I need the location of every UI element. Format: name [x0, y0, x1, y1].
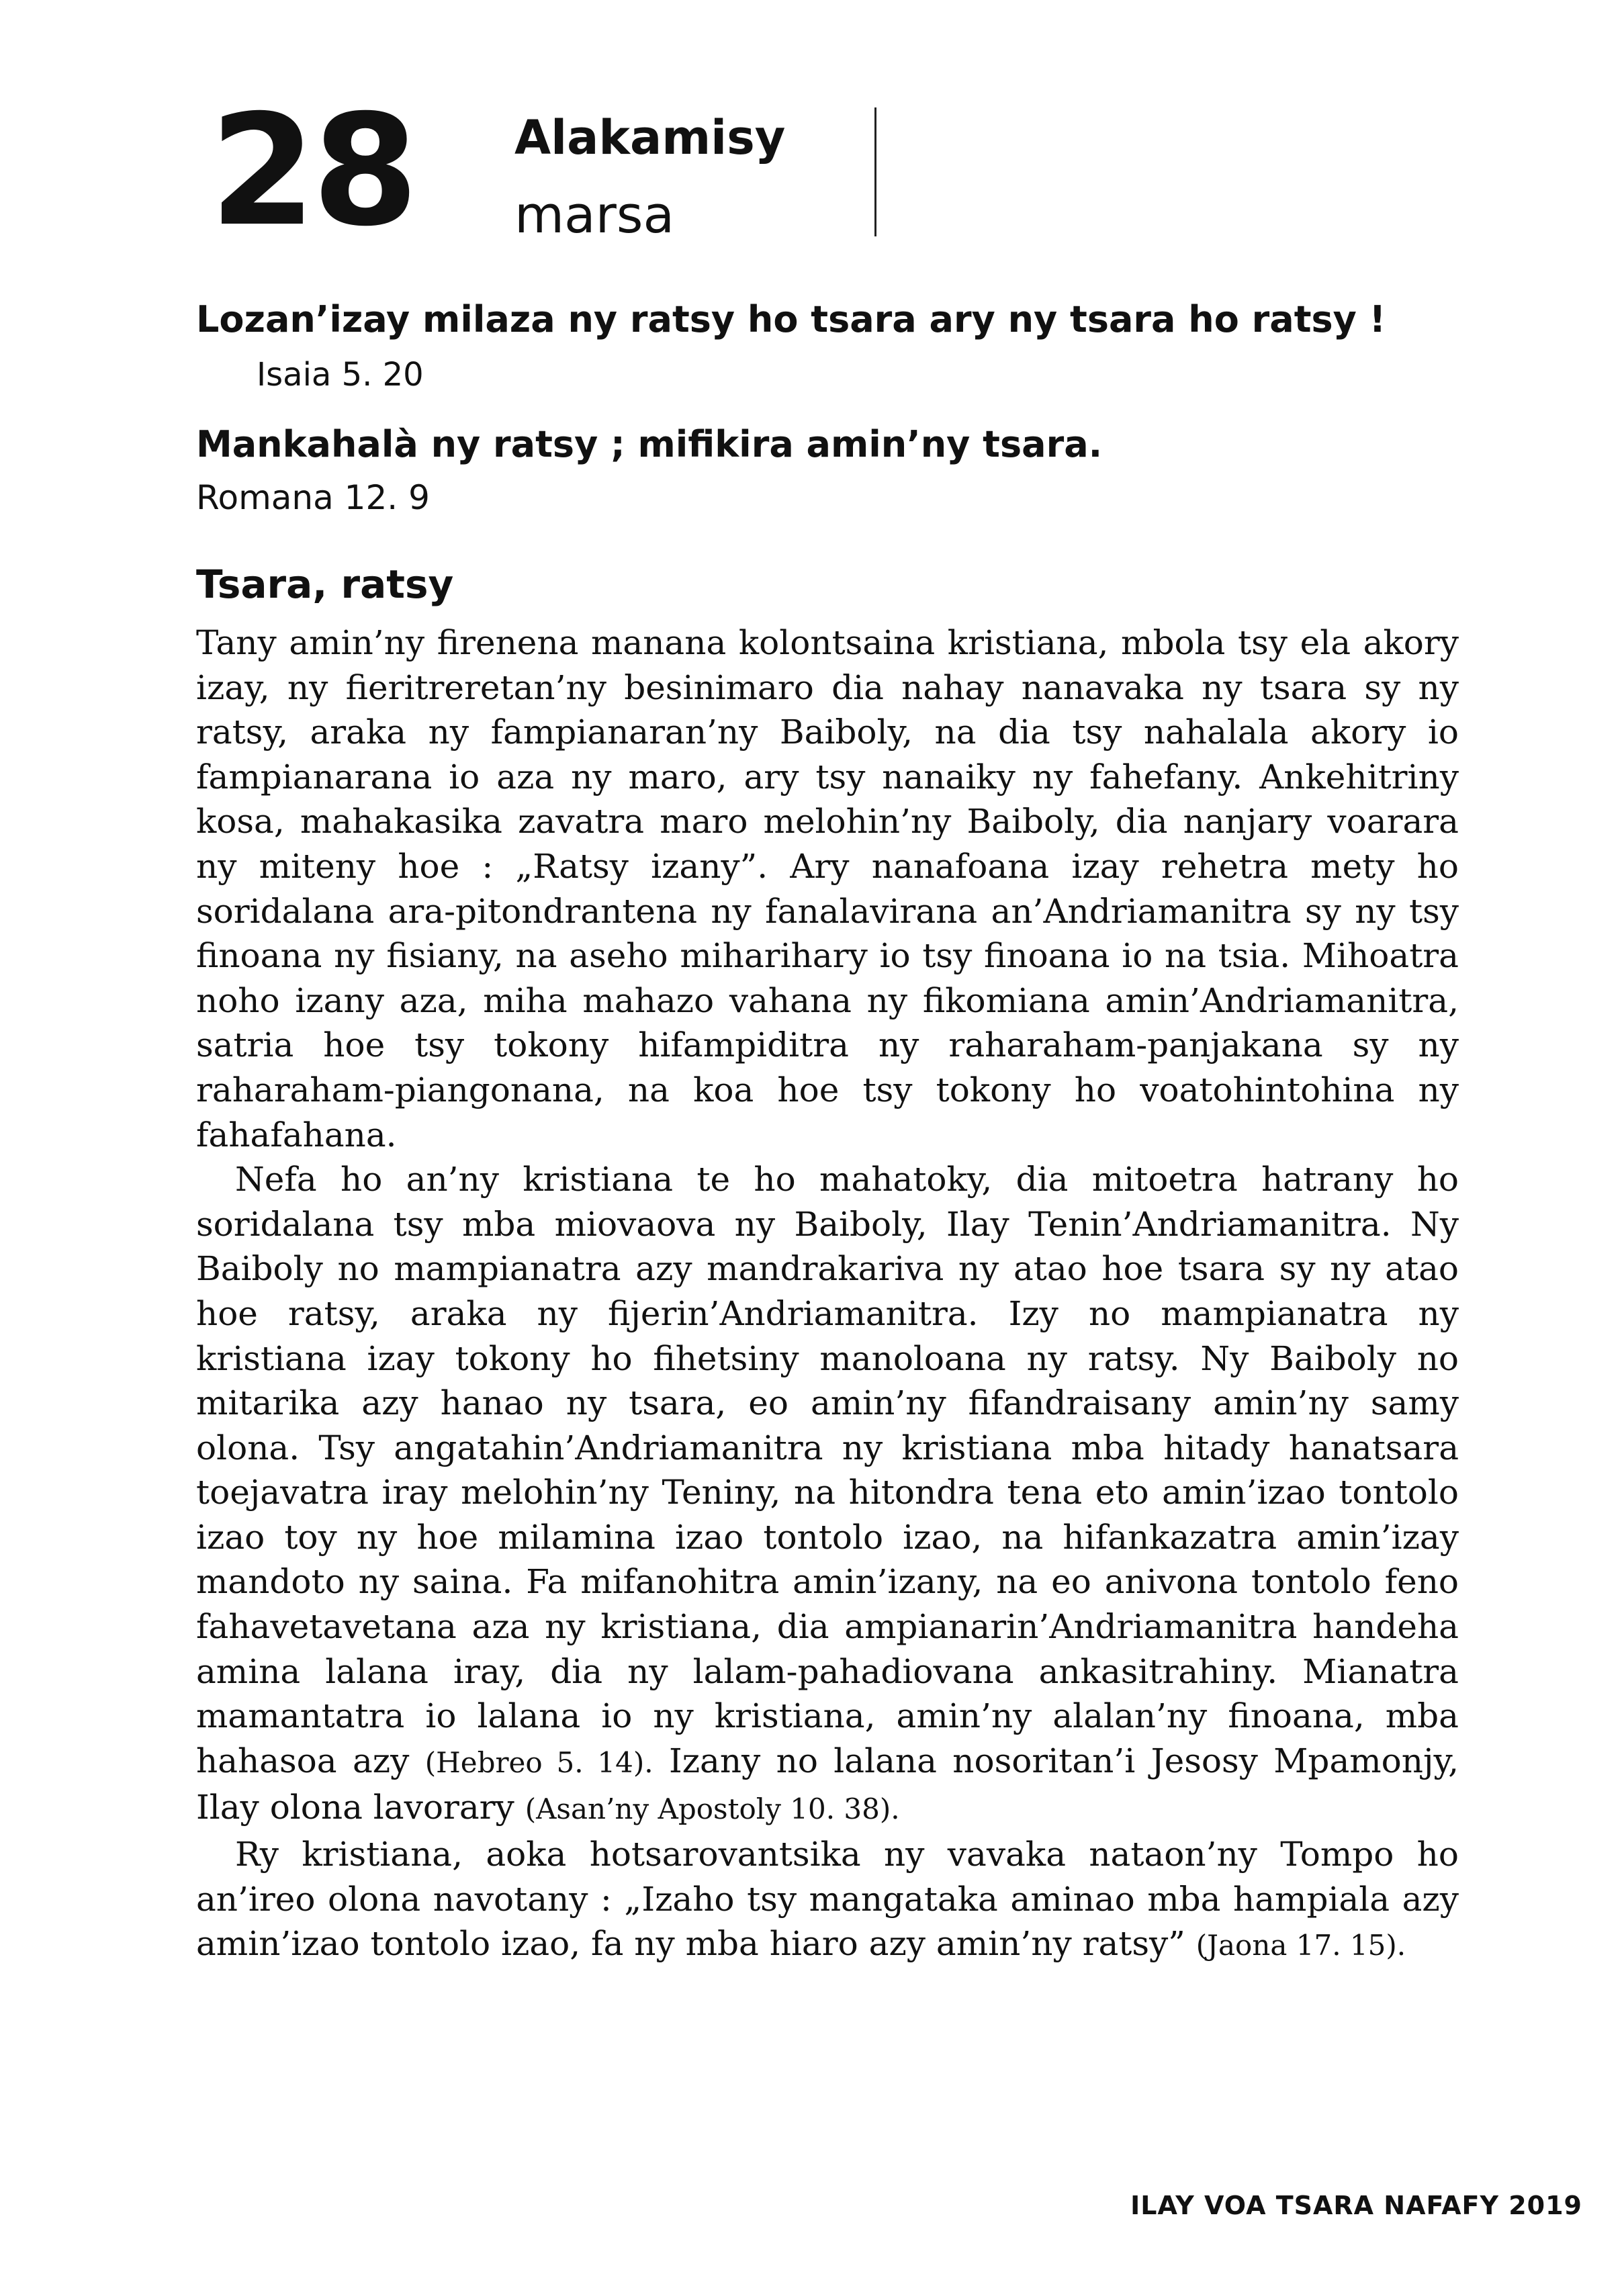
meditation-body	[196, 621, 1459, 1968]
paragraph-1-text: Tany amin’ny firenena manana kolontsaina kristiana, mbola tsy ela akory izay, ny fieritreretan’ny besinimaro dia nahay nanavaka ny tsara sy ny ratsy, araka ny fampianaran’ny Baiboly, na dia tsy nahalala akory io fampianarana io aza ny maro, ary tsy nanaiky ny fahefany. Ankehitriny kosa, mahakasika zavatra maro melohin’ny Baiboly, dia nanjary voarara ny miteny hoe : „Ratsy izany”. Ary nanafoana izay rehetra mety ho soridalana ara-pitondrantena ny fanalavirana an’Andriamanitra sy ny tsy finoana ny fisiany, na aseho miharihary io tsy finoana io na tsia. Mihoatra noho izany aza, miha mahazo vahana ny fikomiana amin’Andriamanitra, satria hoe tsy tokony hifampiditra ny raharaham-panjakana sy ny raharaham-piangonana, na koa hoe tsy tokony ho voatohintohina ny fahafahana.	[196, 623, 1459, 1154]
verse-1-text: Lozan’izay milaza ny ratsy ho tsara ary ny tsara ho ratsy !	[196, 298, 1386, 340]
paragraph-2	[196, 1157, 1459, 1832]
verse-1	[196, 293, 1459, 402]
paragraph-2-reference-2: (Asan’ny Apostoly 10. 38).	[525, 1792, 900, 1826]
paragraph-3-text: Ry kristiana, aoka hotsarovantsika ny vavaka nataon’ny Tompo ho an’ireo olona navotany : „Izaho tsy mangataka aminao mba hampiala azy amin’izao tontolo izao, fa ny mba hiaro azy amin’ny ratsy”	[196, 1835, 1459, 1964]
paragraph-3	[196, 1832, 1459, 1968]
verse-1-reference: Isaia 5. 20	[257, 356, 424, 394]
paragraph-3-reference: (Jaona 17. 15).	[1196, 1929, 1406, 1962]
header-divider	[874, 107, 876, 236]
section-title: Tsara, ratsy	[196, 561, 454, 607]
paragraph-2-reference-1: (Hebreo 5. 14).	[424, 1745, 653, 1779]
paragraph-2-text-after: Izany no lalana nosoritan’i Jesosy Mpamonjy, Ilay olona lavorary	[196, 1741, 1459, 1827]
paragraph-2-text: Nefa ho an’ny kristiana te ho mahatoky, dia mitoetra hatrany ho soridalana tsy mba miovaova ny Baiboly, Ilay Tenin’Andriamanitra. Ny Baiboly no mampianatra azy mandrakariva ny atao hoe tsara sy ny atao hoe ratsy, araka ny fijerin’Andriamanitra. Izy no mampianatra ny kristiana izay tokony ho fihetsiny manoloana ny ratsy. Ny Baiboly no mitarika azy hanao ny tsara, eo amin’ny fifandraisany amin’ny samy olona. Tsy angatahin’Andriamanitra ny kristiana mba hitady hanatsara toejavatra iray melohin’ny Teniny, na hitondra tena eto amin’izao tontolo izao toy ny hoe milamina izao tontolo izao, na hifankazatra amin’izay mandoto ny saina. Fa mifanohitra amin’izany, na eo anivona tontolo feno fahavetavetana aza ny kristiana, dia ampianarin’Andriamanitra handeha amina lalana iray, dia ny lalam-pahadiovana ankasitrahiny. Mianatra mamantatra io lalana io ny kristiana, amin’ny alalan’ny finoana, mba hahasoa azy	[196, 1160, 1459, 1780]
verse-2-reference: Romana 12. 9	[196, 478, 430, 517]
paragraph-1	[196, 621, 1459, 1157]
verse-2-text: Mankahalà ny ratsy ; mifikira amin’ny tsara.	[196, 423, 1103, 465]
publication-footer: ILAY VOA TSARA NAFAFY 2019	[1130, 2191, 1582, 2220]
day-number: 28	[210, 81, 415, 260]
weekday-label: Alakamisy	[514, 110, 786, 165]
month-label: marsa	[514, 185, 675, 244]
verse-2	[196, 418, 1459, 471]
